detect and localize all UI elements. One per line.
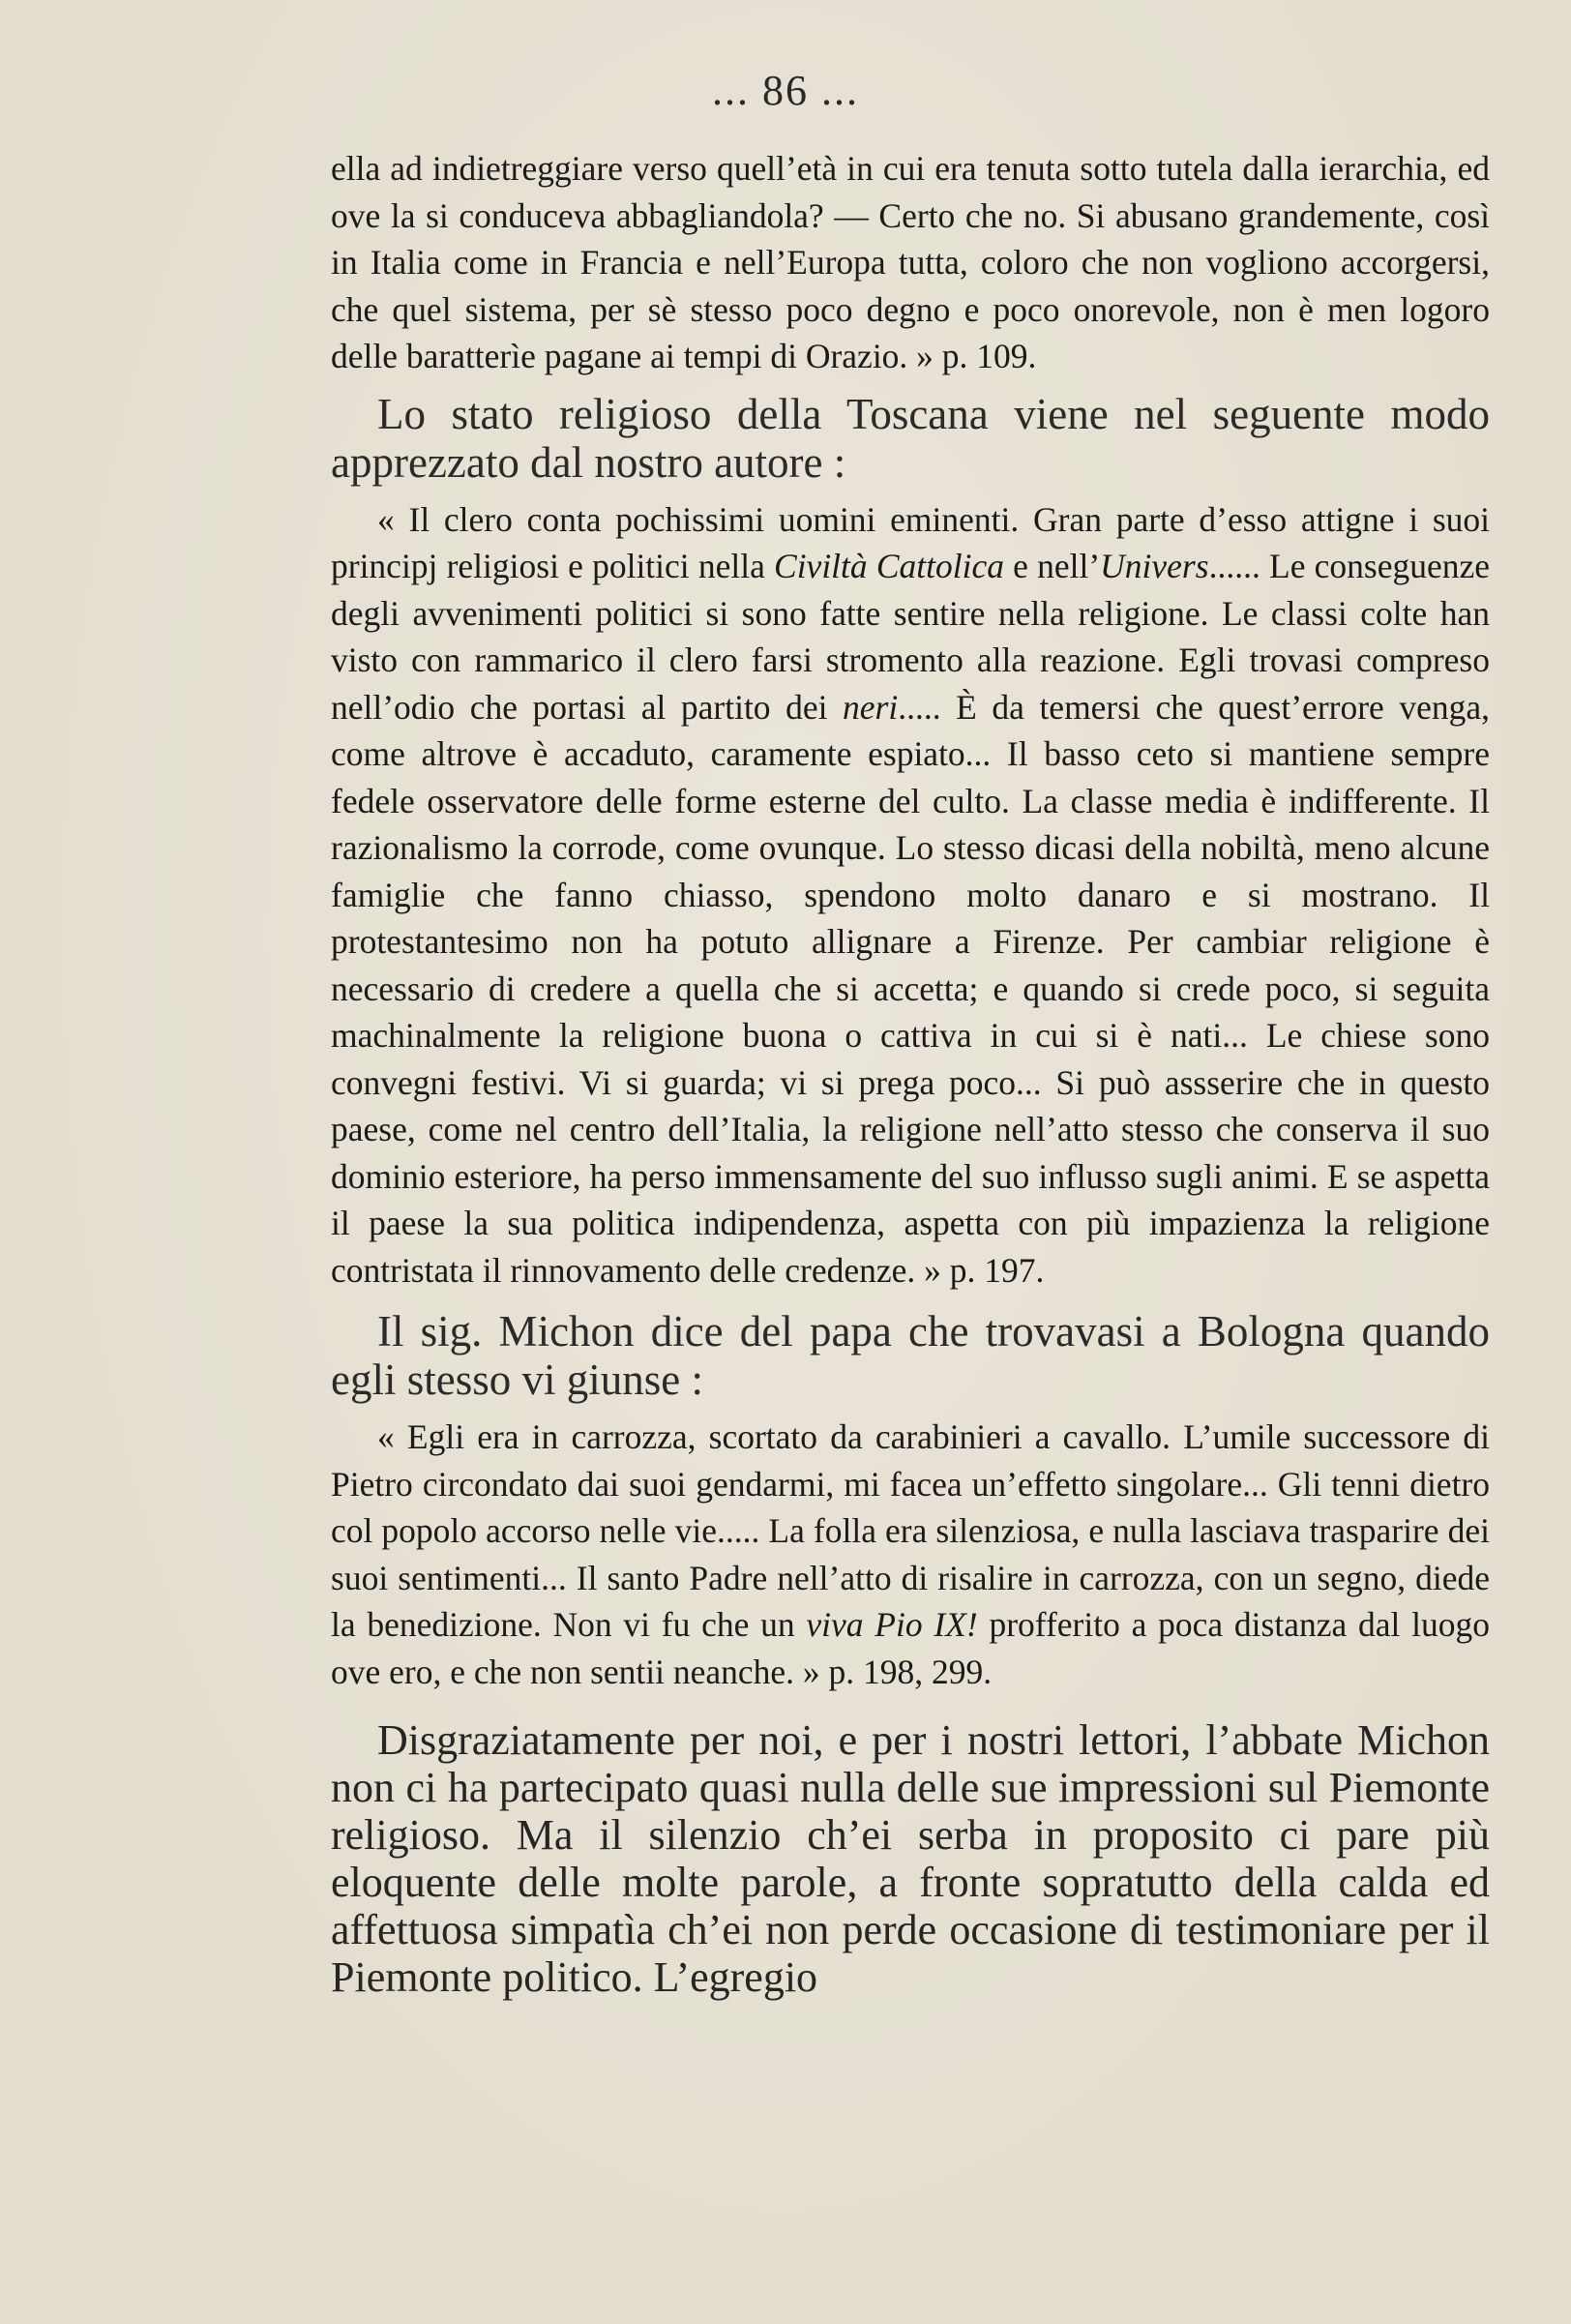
- quote-bologna-viva: viva Pio IX!: [806, 1605, 978, 1644]
- quote-bologna-part-2: profferito a poca distanza dal luogo ove ero, e che non sentii neanche. » p. 198, 299.: [331, 1605, 1490, 1691]
- paragraph-toscana-intro: Lo stato religioso della Toscana viene nel seguente modo apprezzato dal nostro autore :: [331, 389, 1490, 487]
- page-body: [331, 145, 1490, 2001]
- quote-bologna-part-1: « Egli era in carrozza, scortato da carabinieri a cavallo. L’umile successore di Pietro circondato dai suoi gendarmi, mi facea un’effetto singolare... Gli tenni dietro col popolo accorso nelle vie..... La folla era silenziosa, e nulla lasciava trasparire dei suoi sentimenti... Il santo Padre nell’atto di risalire in carrozza, con un segno, diede la benedizione. Non vi fu che un: [331, 1417, 1490, 1644]
- quote-toscana-part-4: ..... È da temersi che quest’errore venga, come altrove è accaduto, caramente espiato... Il basso ceto si mantiene sempre fedele osservatore delle forme esterne del culto. La classe media è indifferente. Il razionalismo la corrode, come ovunque. Lo stesso dicasi della nobiltà, meno alcune famiglie che fanno chiasso, spendono molto danaro e si mostrano. Il protestantesimo non ha potuto allignare a Firenze. Per cambiar religione è necessario di credere a quella che si accetta; e quando si crede poco, si seguita machinalmente la religione buona o cattiva in cui si è nati... Le chiese sono convegni festivi. Vi si guarda; vi si prega poco... Si può assserire che in questo paese, come nel centro dell’Italia, la religione nell’atto stesso che conserva il suo dominio esteriore, ha perso immensamente del suo influsso sugli animi. E se aspetta il paese la sua politica indipendenza, aspetta con più impazienza la religione contristata il rinnovamento delle credenze. » p. 197.: [331, 687, 1490, 1290]
- paragraph-bologna-intro: Il sig. Michon dice del papa che trovavasi a Bologna quando egli stesso vi giunse :: [331, 1307, 1490, 1404]
- quote-bologna: [331, 1414, 1490, 1695]
- quote-toscana-part-1: « Il clero conta pochissimi uomini eminenti. Gran parte d’esso attigne i suoi principj religiosi e politici nella: [331, 499, 1490, 585]
- quote-toscana-univers: Univers: [1100, 547, 1209, 585]
- quote-toscana-civilta: Civiltà Cattolica: [774, 547, 1004, 585]
- page-number: ... 86 ...: [712, 67, 859, 114]
- paragraph-continuation: ella ad indietreggiare verso quell’età in cui era tenuta sotto tutela dalla ierarchia, ed ove la si conduceva abbagliandola? — Certo che no. Si abusano grandemente, così in Italia come in Francia e nell’Europa tutta, coloro che non vogliono accorgersi, che quel sistema, per sè stesso poco degno e poco onorevole, non è men logoro delle baratterìe pagane ai tempi di Orazio. » p. 109.: [331, 149, 1490, 375]
- quote-toscana-part-2: e nell’: [1003, 547, 1101, 585]
- quote-toscana: [331, 496, 1490, 1295]
- quote-toscana-part-3: ...... Le conseguenze degli avvenimenti politici si sono fatte sentire nella religione. Le classi colte han visto con rammarico il clero farsi stromento alla reazione. Egli trovasi compreso nell’odio che portasi al partito dei: [331, 547, 1490, 727]
- quote-toscana-neri: neri: [843, 687, 899, 727]
- paragraph-piemonte: Disgraziatamente per noi, e per i nostri lettori, l’abbate Michon non ci ha partecipato quasi nulla delle sue impressioni sul Piemonte religioso. Ma il silenzio ch’ei serba in proposito ci pare più eloquente delle molte parole, a fronte sopratutto della calda ed affettuosa simpatìa ch’ei non perde occasione di testimoniare per il Piemonte politico. L’egregio: [331, 1716, 1490, 2001]
